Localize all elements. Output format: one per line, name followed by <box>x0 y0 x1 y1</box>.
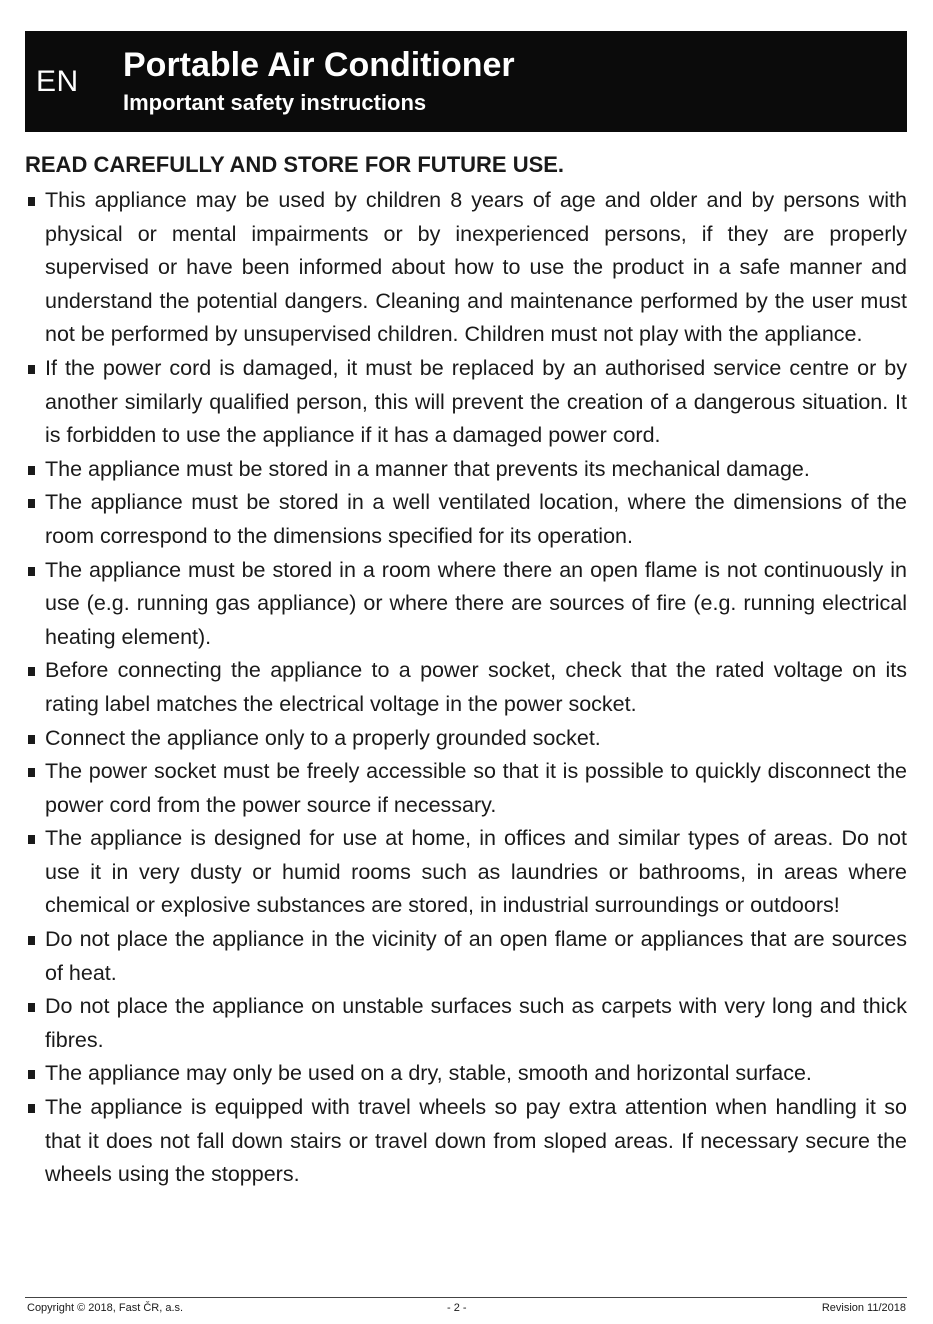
list-item <box>25 352 907 453</box>
list-item <box>25 923 907 990</box>
list-item <box>25 990 907 1057</box>
list-item <box>25 184 907 352</box>
list-item-text: The power socket must be freely accessible so that it is possible to quickly disconnect the power cord from the power source if necessary. <box>45 759 907 817</box>
lead-heading: READ CAREFULLY AND STORE FOR FUTURE USE. <box>25 152 565 177</box>
list-item-text: If the power cord is damaged, it must be replaced by an authorised service centre or by another similarly qualified person, this will prevent the creation of a dangerous situation. It is forbidden to use the appliance if it has a damaged power cord. <box>45 355 907 448</box>
list-item-text: Before connecting the appliance to a power socket, check that the rated voltage on its rating label matches the electrical voltage in the power socket. <box>45 658 907 716</box>
footer-page-number: - 2 - <box>447 1302 467 1314</box>
bullet-icon <box>28 365 35 374</box>
safety-instructions-list <box>25 184 907 1192</box>
list-item-text: Do not place the appliance on unstable surfaces such as carpets with very long and thick fibres. <box>45 994 907 1052</box>
list-item-text: Connect the appliance only to a properly grounded socket. <box>45 725 601 750</box>
document-subtitle: Important safety instructions <box>123 90 427 115</box>
bullet-icon <box>28 1003 35 1012</box>
list-item <box>25 822 907 923</box>
bullet-icon <box>28 735 35 744</box>
list-item <box>25 755 907 822</box>
list-item-text: The appliance may only be used on a dry, stable, smooth and horizontal surface. <box>45 1061 812 1086</box>
language-code: EN <box>36 65 79 98</box>
list-item <box>25 1057 907 1091</box>
list-item-text: Do not place the appliance in the vicinity of an open flame or appliances that are sources of heat. <box>45 927 907 985</box>
list-item <box>25 1091 907 1192</box>
list-item <box>25 722 907 756</box>
list-item <box>25 453 907 487</box>
bullet-icon <box>28 667 35 676</box>
footer-copyright: Copyright © 2018, Fast ČR, a.s. <box>27 1302 184 1314</box>
bullet-icon <box>28 768 35 777</box>
list-item-text: The appliance is equipped with travel wheels so pay extra attention when handling it so that it does not fall down stairs or travel down from sloped areas. If necessary secure the wheels using the stoppers. <box>45 1095 907 1187</box>
list-item-text: The appliance is designed for use at home, in offices and similar types of areas. Do not use it in very dusty or humid rooms such as laundries or bathrooms, in areas where chemical or explosive substances are stored, in industrial surroundings or outdoors! <box>45 826 907 918</box>
header-banner <box>25 31 907 132</box>
bullet-icon <box>28 567 35 576</box>
document-title: Portable Air Conditioner <box>123 46 515 84</box>
list-item-text: The appliance must be stored in a room where there an open flame is not continuously in use (e.g. running gas appliance) or where there are sources of fire (e.g. running electrical heating element). <box>45 557 907 649</box>
list-item <box>25 654 907 721</box>
bullet-icon <box>28 936 35 945</box>
bullet-icon <box>28 835 35 844</box>
list-item <box>25 554 907 655</box>
list-item-text: The appliance must be stored in a well ventilated location, where the dimensions of the room correspond to the dimensions specified for its operation. <box>45 490 907 548</box>
bullet-icon <box>28 1070 35 1079</box>
bullet-icon <box>28 466 35 475</box>
bullet-icon <box>28 197 35 206</box>
list-item-text: The appliance must be stored in a manner that prevents its mechanical damage. <box>45 456 810 481</box>
footer-divider <box>25 1297 907 1298</box>
list-item-text: This appliance may be used by children 8 years of age and older and by persons with physical or mental impairments or by inexperienced persons, if they are properly supervised or have been informed about how to use the product in a safe manner and understand the potential dangers. Cleaning and maintenance performed by the user must not be performed by unsupervised children. Children must not play with the appliance. <box>45 188 907 347</box>
bullet-icon <box>28 499 35 508</box>
footer-revision: Revision 11/2018 <box>821 1302 906 1314</box>
list-item <box>25 486 907 553</box>
bullet-icon <box>28 1104 35 1113</box>
